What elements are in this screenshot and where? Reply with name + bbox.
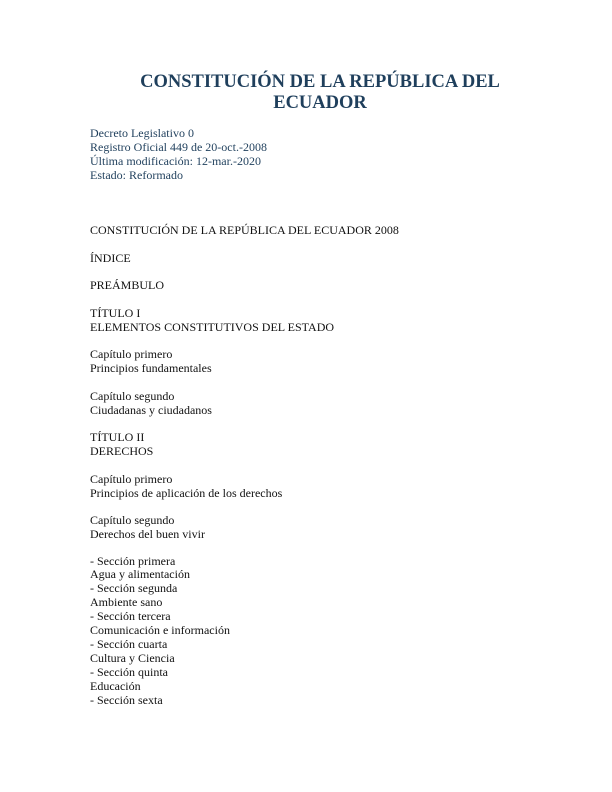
titulo-1 (90, 306, 399, 334)
capitulo-name: Principios de aplicación de los derechos (90, 485, 283, 500)
capitulo-label: Capítulo primero (90, 347, 173, 361)
list-item: - Sección tercera (90, 609, 171, 624)
meta-modificacion: Última modificación: 12-mar.-2020 (90, 154, 261, 168)
list-item: Educación (90, 678, 141, 693)
t1-capitulo-1 (90, 347, 399, 375)
list-item: - Sección segunda (90, 581, 178, 596)
titulo-label: TÍTULO II (90, 430, 145, 444)
list-item: - Sección primera (90, 553, 176, 568)
capitulo-label: Capítulo segundo (90, 388, 175, 403)
titulo-name: ELEMENTOS CONSTITUTIVOS DEL ESTADO (90, 319, 335, 334)
list-item: Comunicación e información (90, 623, 230, 638)
meta-estado: Estado: Reformado (90, 168, 183, 182)
list-item: Cultura y Ciencia (90, 650, 175, 665)
meta-decreto: Decreto Legislativo 0 (90, 126, 194, 140)
t1-capitulo-2 (90, 389, 399, 417)
indice: ÍNDICE (90, 250, 131, 265)
secciones-list (90, 555, 399, 708)
title-line-2: ECUADOR (273, 93, 367, 113)
document-metadata (90, 126, 267, 182)
capitulo-label: Capítulo segundo (90, 513, 175, 527)
capitulo-name: Derechos del buen vivir (90, 527, 205, 541)
titulo-label: TÍTULO I (90, 305, 141, 320)
list-item: - Sección quinta (90, 664, 168, 679)
list-item: - Sección sexta (90, 692, 163, 707)
preambulo: PREÁMBULO (90, 278, 165, 292)
document-body (90, 223, 399, 707)
meta-registro: Registro Oficial 449 de 20-oct.-2008 (90, 140, 267, 154)
capitulo-label: Capítulo primero (90, 471, 173, 486)
titulo-name: DERECHOS (90, 444, 154, 458)
list-item: - Sección cuarta (90, 636, 168, 651)
list-item: Ambiente sano (90, 595, 163, 610)
t2-capitulo-2 (90, 513, 399, 541)
title-line-1: CONSTITUCIÓN DE LA REPÚBLICA DEL (140, 72, 500, 92)
t2-capitulo-1 (90, 472, 399, 500)
document-heading: CONSTITUCIÓN DE LA REPÚBLICA DEL ECUADOR 2008 (90, 223, 399, 237)
capitulo-name: Principios fundamentales (90, 361, 212, 375)
document-title (110, 72, 530, 114)
list-item: Agua y alimentación (90, 567, 190, 582)
capitulo-name: Ciudadanas y ciudadanos (90, 402, 212, 417)
titulo-2 (90, 430, 399, 458)
